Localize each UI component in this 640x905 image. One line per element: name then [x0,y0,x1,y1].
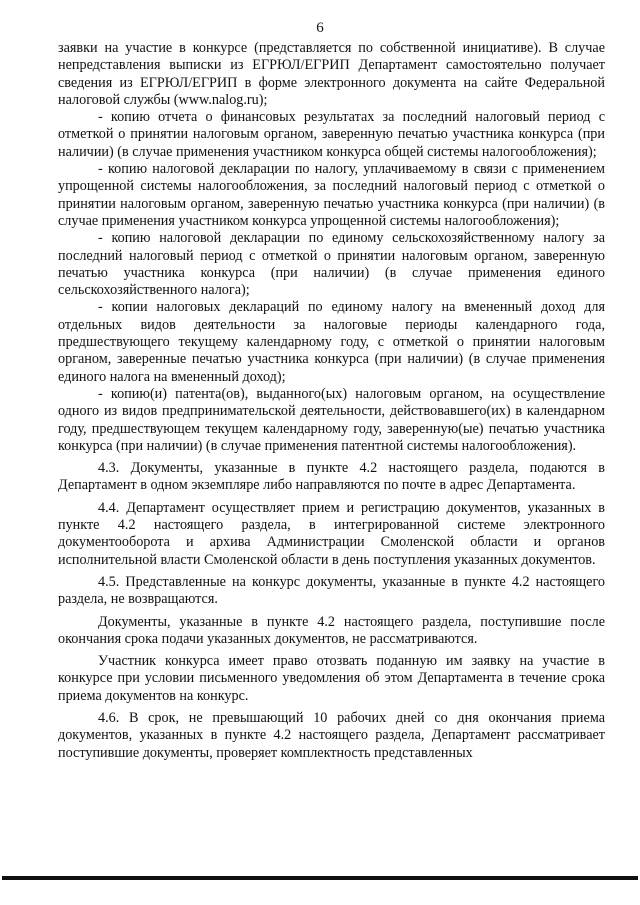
body-text [58,40,605,762]
list-item-simplified-tax-declaration: - копию налоговой декларации по налогу, уплачиваемому в связи с применением упрощенной системы налогообложения, за последний налоговый период с отметкой о принятии налоговым органом, заверенную печатью участника конкурса (при наличии) (в случае применения участником конкурса упрощенной системы налогообложения); [58,161,605,229]
bottom-rule [2,876,638,880]
paragraph-withdraw-application: Участник конкурса имеет право отозвать поданную им заявку на участие в конкурсе при условии письменного уведомления об этом Департамента в течение срока приема документов на конкурс. [58,653,605,704]
list-item-patent-copy: - копию(и) патента(ов), выданного(ых) налоговым органом, на осуществление одного из видов предпринимательской деятельности, действовавшего(их) в календарном году, предшествующем текущем календарному году, заверенную(ые) печатью участника конкурса (при наличии) (в случае применения патентной системы налогообложения). [58,385,605,454]
page-number: 6 [316,20,324,36]
list-item-imputed-income-declarations: - копии налоговых деклараций по единому налогу на вмененный доход для отдельных видов деятельности за налоговые периоды календарного года, предшествующего текущему календарному году, с отметкой о принятии налоговым органом, заверенные печатью участника конкурса (при наличии) (в случае применения единого налога на вмененный доход); [58,299,605,385]
clause-4-4: 4.4. Департамент осуществляет прием и регистрацию документов, указанных в пункте 4.2 настоящего раздела, в интегрированной системе электронного документооборота и архива Администрации Смоленской области и органов исполнительной власти Смоленской области в день поступления указанных документов. [58,499,605,568]
clause-4-6: 4.6. В срок, не превышающий 10 рабочих дней со дня окончания приема документов, указанных в пункте 4.2 настоящего раздела, Департамент рассматривает поступившие документы, проверяет комплектность представленных [58,709,605,761]
list-item-financial-report: - копию отчета о финансовых результатах за последний налоговый период с отметкой о принятии налоговым органом, заверенную печатью участника конкурса (при наличии) (в случае применения участником конкурса общей системы налогообложения); [58,109,605,160]
clause-4-3: 4.3. Документы, указанные в пункте 4.2 настоящего раздела, подаются в Департамент в одном экземпляре либо направляются по почте в адрес Департамента. [58,460,605,494]
paragraph-late-documents: Документы, указанные в пункте 4.2 настоящего раздела, поступившие после окончания срока подачи указанных документов, не рассматриваются. [58,613,605,647]
clause-4-5: 4.5. Представленные на конкурс документы, указанные в пункте 4.2 настоящего раздела, не возвращаются. [58,573,605,608]
paragraph-continuation: заявки на участие в конкурсе (представляется по собственной инициативе). В случае непредставления выписки из ЕГРЮЛ/ЕГРИП Департамент самостоятельно получает сведения из ЕГРЮЛ/ЕГРИП в форме электронного документа на сайте Федеральной налоговой службы (www.nalog.ru); [58,40,605,108]
list-item-agricultural-tax-declaration: - копию налоговой декларации по единому сельскохозяйственному налогу за последний налоговый период с отметкой о принятии налоговым органом, заверенную печатью участника конкурса (при наличии) (в случае применения единого сельскохозяйственного налога); [58,230,605,299]
